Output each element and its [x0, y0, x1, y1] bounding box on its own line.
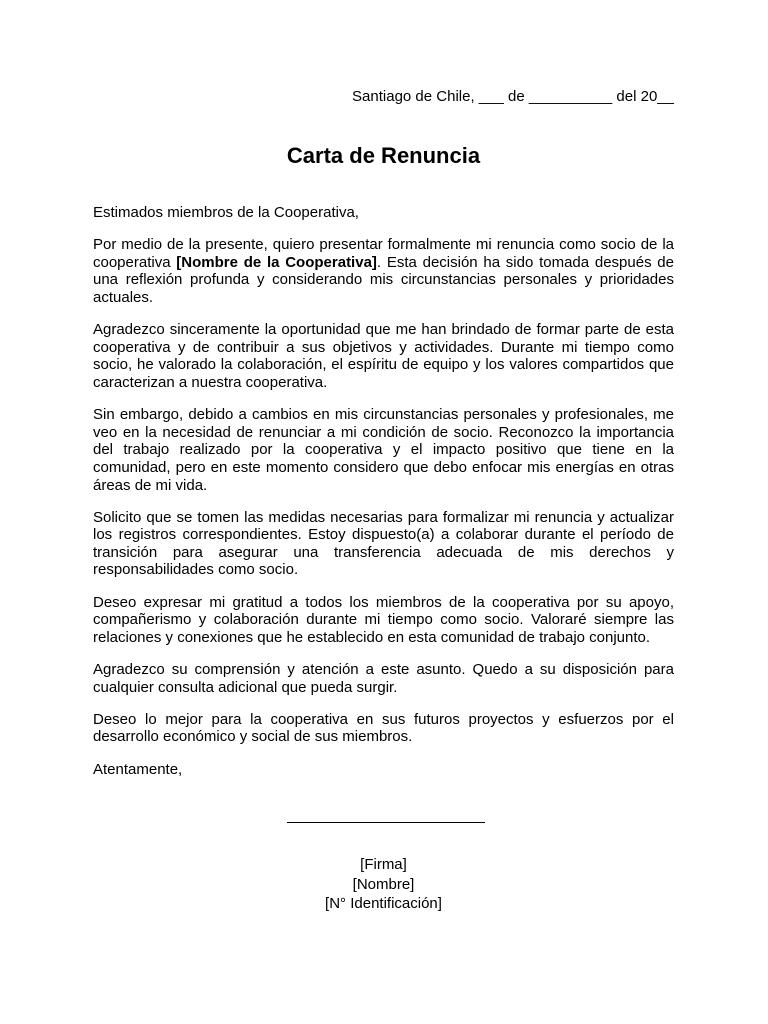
paragraph-2: Agradezco sinceramente la oportunidad que me han brindado de formar parte de esta cooperativa y de contribuir a sus objetivos y actividades. Durante mi tiempo como socio, he valorado la colaboración, el espíritu de equipo y los valores compartidos que caracterizan a nuestra cooperativa.: [93, 321, 674, 391]
paragraph-6: Agradezco su comprensión y atención a este asunto. Quedo a su disposición para cualquier consulta adicional que pueda surgir.: [93, 661, 674, 696]
paragraph-1: [93, 236, 674, 306]
paragraph-1-text-start: Por medio de la presente, quiero presentar formalmente mi renuncia como socio de la cooperativa: [93, 236, 674, 271]
paragraph-3: Sin embargo, debido a cambios en mis circunstancias personales y profesionales, me veo en la necesidad de renunciar a mi condición de socio. Reconozco la importancia del trabajo realizado por la cooperativa y el impacto positivo que tiene en la comunidad, pero en este momento considero que debo enfocar mis energías en otras áreas de mi vida.: [93, 406, 674, 494]
cooperative-name-placeholder: [Nombre de la Cooperativa]: [176, 253, 377, 271]
greeting: Estimados miembros de la Cooperativa,: [93, 204, 359, 221]
closing: Atentamente,: [93, 760, 183, 778]
paragraph-7: Deseo lo mejor para la cooperativa en sus futuros proyectos y esfuerzos por el desarrollo económico y social de sus miembros.: [93, 710, 674, 746]
signature-block: [93, 855, 674, 914]
paragraph-1-text-end: . Esta decisión ha sido tomada después de una reflexión profunda y considerando mis circunstancias personales y prioridades actuales.: [93, 253, 674, 306]
signature-line: [287, 822, 485, 823]
document-title: Carta de Renuncia: [286, 143, 481, 168]
date-line: Santiago de Chile, ___ de __________ del 20__: [352, 88, 674, 105]
paragraph-4: Solicito que se tomen las medidas necesarias para formalizar mi renuncia y actualizar los registros correspondientes. Estoy dispuesto(a) a colaborar durante el período de transición para asegurar una transferencia adecuada de mis derechos y responsabilidades como socio.: [93, 508, 674, 579]
signature-nombre: [Nombre]: [352, 875, 415, 893]
signature-firma: [Firma]: [360, 856, 407, 873]
paragraph-5: Deseo expresar mi gratitud a todos los miembros de la cooperativa por su apoyo, compañerismo y colaboración durante mi tiempo como socio. Valoraré siempre las relaciones y conexiones que he establecido en esta comunidad de trabajo conjunto.: [93, 593, 674, 646]
signature-identificacion: [N° Identificación]: [325, 895, 442, 912]
document-page: [93, 0, 674, 1024]
letter-body: [93, 204, 674, 793]
